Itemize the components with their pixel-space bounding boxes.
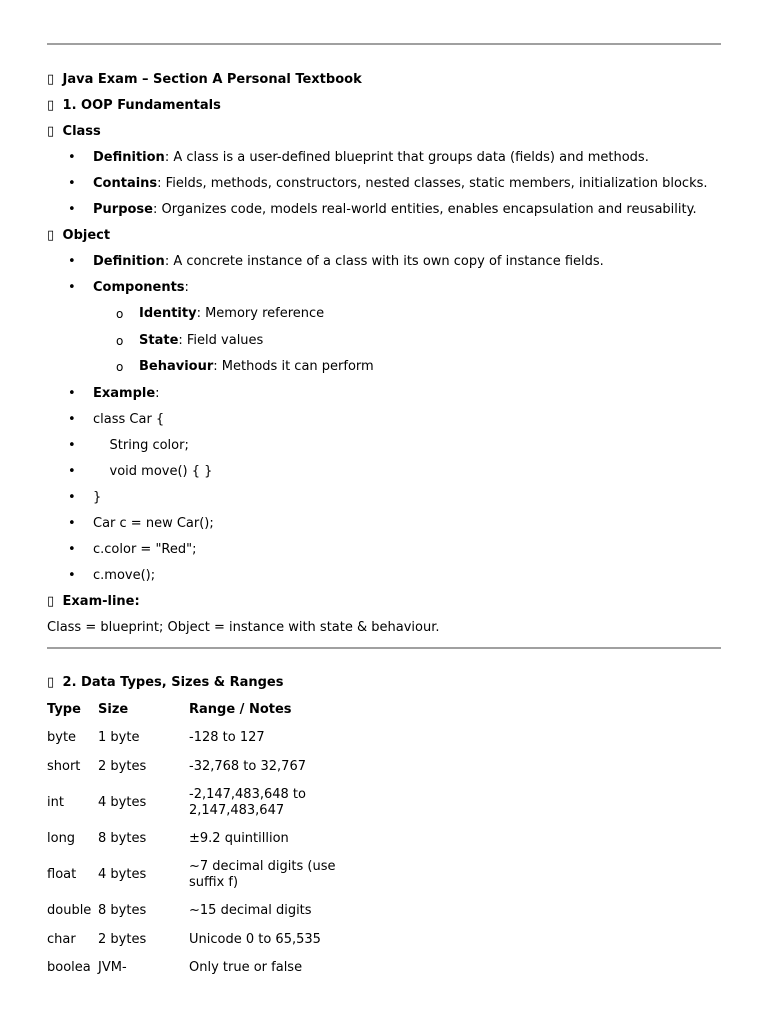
table-cell-size: 8 bytes: [98, 903, 147, 918]
term: Contains: [93, 176, 158, 191]
class-contains: [93, 176, 708, 192]
top-divider: [47, 43, 721, 45]
table-cell-range: ~7 decimal digits (use suffix f): [189, 859, 336, 890]
table-cell-size: 2 bytes: [98, 932, 147, 947]
term: State: [139, 333, 179, 348]
table-cell-type: long: [47, 831, 76, 846]
table-header-type: Type: [47, 702, 81, 717]
object-marker-icon: ▯: [47, 228, 55, 243]
bullet-icon: •: [68, 464, 76, 479]
table-cell-type: boolea: [47, 960, 91, 975]
desc: : Memory reference: [196, 306, 325, 321]
bullet-icon: •: [68, 516, 76, 531]
table-cell-size: 1 byte: [98, 730, 140, 745]
examline-text: Class = blueprint; Object = instance with state & behaviour.: [47, 620, 440, 635]
sub-bullet-icon: o: [116, 307, 124, 321]
table-header-size: Size: [98, 702, 129, 717]
bullet-icon: •: [68, 254, 76, 269]
table-cell-range: -2,147,483,648 to 2,147,483,647: [189, 787, 306, 818]
table-header-range: Range / Notes: [189, 702, 292, 717]
section1-heading-text: 1. OOP Fundamentals: [62, 98, 221, 113]
section2-heading: [47, 675, 283, 691]
table-cell-range: ±9.2 quintillion: [189, 831, 289, 846]
desc: :: [184, 280, 189, 295]
bullet-icon: •: [68, 386, 76, 401]
table-cell-type: double: [47, 903, 92, 918]
desc: : Methods it can perform: [213, 359, 374, 374]
object-heading: [47, 228, 110, 244]
class-purpose: [93, 202, 697, 218]
bullet-icon: •: [68, 150, 76, 165]
class-definition: [93, 150, 649, 166]
table-cell-type: int: [47, 795, 64, 810]
table-cell-size: 2 bytes: [98, 759, 147, 774]
desc: : Fields, methods, constructors, nested classes, static members, initialization blocks.: [157, 176, 708, 191]
component-identity: [139, 306, 324, 322]
bullet-icon: •: [68, 280, 76, 295]
class-heading: [47, 124, 101, 140]
desc: : Organizes code, models real-world entities, enables encapsulation and reusability.: [153, 202, 697, 217]
bullet-icon: •: [68, 490, 76, 505]
component-behaviour: [139, 359, 374, 375]
table-cell-range: Unicode 0 to 65,535: [189, 932, 321, 947]
table-cell-range: Only true or false: [189, 960, 303, 975]
table-cell-range: ~15 decimal digits: [189, 903, 312, 918]
table-cell-type: byte: [47, 730, 77, 745]
table-cell-size: JVM-: [98, 960, 127, 975]
section1-heading: [47, 98, 221, 114]
section2-marker-icon: ▯: [47, 675, 55, 690]
term: Behaviour: [139, 359, 214, 374]
table-cell-range: -128 to 127: [189, 730, 265, 745]
term: Identity: [139, 306, 197, 321]
examline-heading-text: Exam-line:: [62, 594, 140, 609]
object-components: [93, 280, 189, 296]
code-line: }: [93, 490, 102, 505]
term: Purpose: [93, 202, 153, 217]
table-cell-size: 8 bytes: [98, 831, 147, 846]
desc: : A class is a user-defined blueprint that groups data (fields) and methods.: [164, 150, 649, 165]
examline-marker-icon: ▯: [47, 594, 55, 609]
desc: : A concrete instance of a class with its own copy of instance fields.: [164, 254, 604, 269]
examline-heading: [47, 594, 140, 610]
table-cell-type: float: [47, 867, 77, 882]
title-marker-icon: ▯: [47, 72, 55, 87]
term: Example: [93, 386, 156, 401]
sub-bullet-icon: o: [116, 360, 124, 374]
class-marker-icon: ▯: [47, 124, 55, 139]
table-cell-range: -32,768 to 32,767: [189, 759, 306, 774]
code-line: String color;: [93, 438, 189, 453]
object-definition: [93, 254, 604, 270]
document-title: [47, 72, 362, 88]
section2-heading-text: 2. Data Types, Sizes & Ranges: [62, 675, 284, 690]
term: Definition: [93, 150, 165, 165]
code-line: c.color = "Red";: [93, 542, 197, 557]
code-line: Car c = new Car();: [93, 516, 214, 531]
bullet-icon: •: [68, 542, 76, 557]
desc: :: [155, 386, 160, 401]
table-cell-size: 4 bytes: [98, 867, 147, 882]
section-divider: [47, 647, 721, 649]
title-text: Java Exam – Section A Personal Textbook: [62, 72, 362, 87]
desc: : Field values: [178, 333, 264, 348]
object-heading-text: Object: [62, 228, 111, 243]
term: Components: [93, 280, 185, 295]
sub-bullet-icon: o: [116, 334, 124, 348]
class-heading-text: Class: [62, 124, 101, 139]
code-line: void move() { }: [93, 464, 213, 479]
table-cell-size: 4 bytes: [98, 795, 147, 810]
bullet-icon: •: [68, 412, 76, 427]
bullet-icon: •: [68, 568, 76, 583]
bullet-icon: •: [68, 438, 76, 453]
component-state: [139, 333, 263, 349]
code-line: class Car {: [93, 412, 165, 427]
table-cell-type: char: [47, 932, 76, 947]
object-example: [93, 386, 160, 402]
table-cell-type: short: [47, 759, 81, 774]
term: Definition: [93, 254, 165, 269]
section1-marker-icon: ▯: [47, 98, 55, 113]
bullet-icon: •: [68, 176, 76, 191]
code-line: c.move();: [93, 568, 156, 583]
bullet-icon: •: [68, 202, 76, 217]
